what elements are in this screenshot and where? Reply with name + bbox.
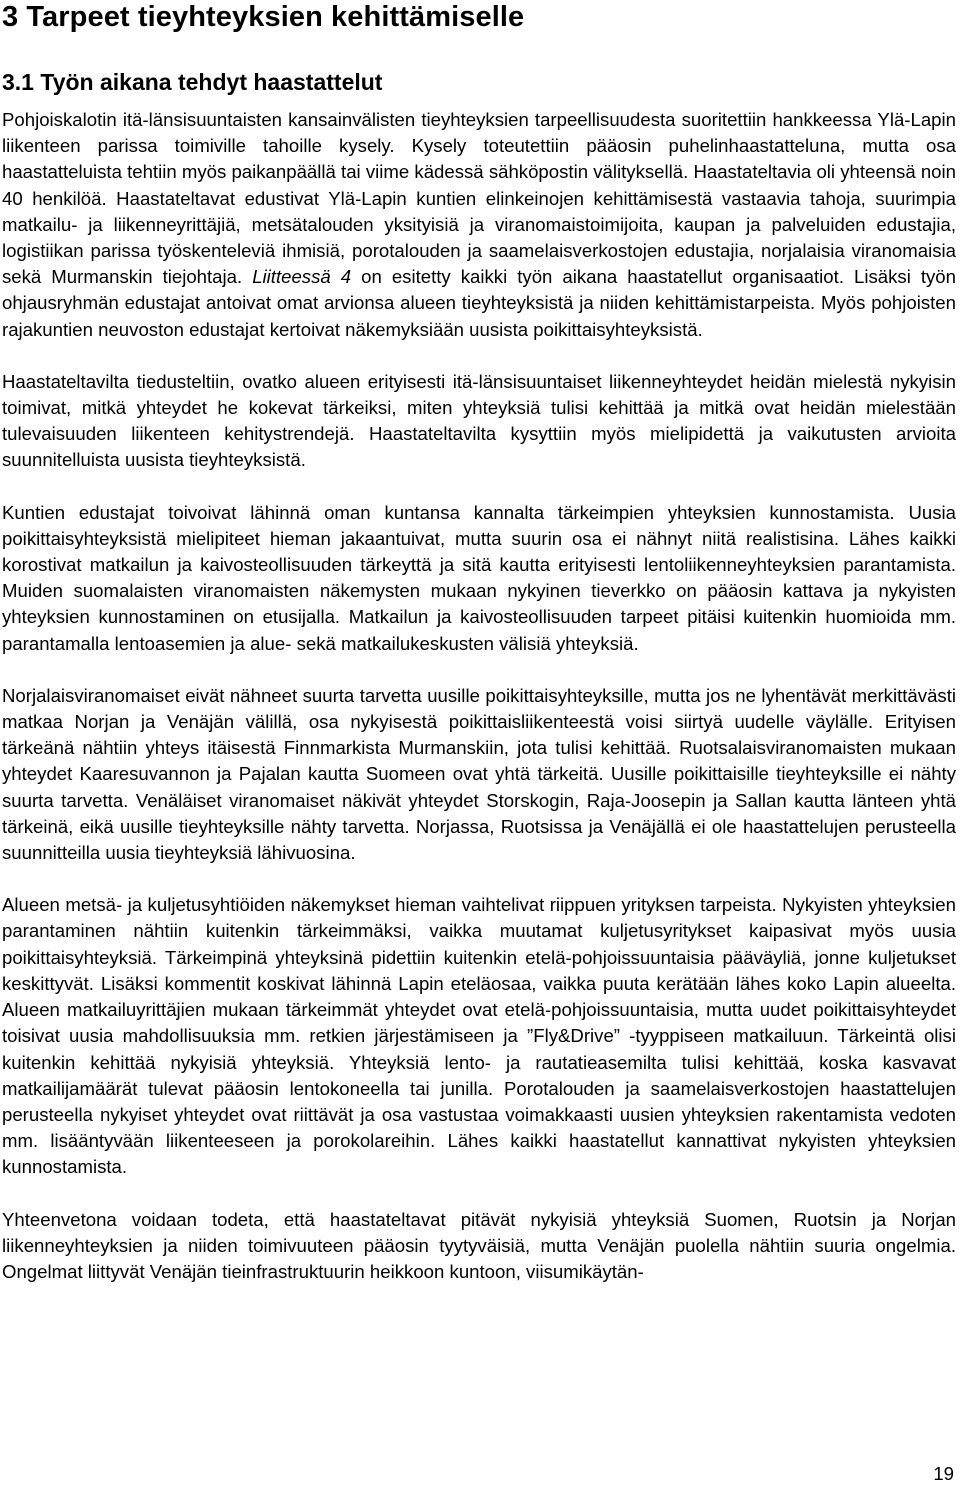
paragraph-summary: Yhteenvetona voidaan todeta, että haastateltavat pitävät nykyisiä yhteyksiä Suomen, Ruotsin ja Norjan liikenneyhteyksien ja niiden toimivuuteen pääosin tyytyväisiä, mutta Venäjän puolella nähtiin suuria ongelmia. Ongelmat liittyvät Venäjän tieinfrastruktuurin heikkoon kuntoon, viisumikäytän- [2, 1208, 956, 1282]
paragraph-text: Pohjoiskalotin itä-länsisuuntaisten kansainvälisten tieyhteyksien tarpeellisuudesta suoritettiin hankkeessa Ylä-Lapin liikenteen parissa toimiville tahoille kysely. Kysely toteutettiin pääosin puhelinhaastatteluna, mutta osa haastatteluista tehtiin myös paikanpäällä tai viime kädessä sähköpostin välityksellä. Haastateltavia oli yhteensä noin 40 henkilöä. Haastateltavat edustivat Ylä-Lapin kuntien elinkeinojen kehittämisestä vastaavia tahoja, suurimpia matkailu- ja liikenneyrittäjiä, metsätalouden yksityisiä ja viranomaistoimijoita, kaupan ja palveluiden edustajia, logistiikan parissa työskenteleviä ihmisiä, porotalouden ja saamelaisverkostojen edustajia, norjalaisia viranomaisia sekä Murmanskin tiejohtaja. [2, 109, 956, 288]
paragraph-interviews [2, 107, 956, 343]
document-page [2, 0, 956, 1285]
section-heading: 3.1 Työn aikana tehdyt haastattelut [2, 69, 383, 95]
paragraph-neighbouring-countries: Norjalaisviranomaiset eivät nähneet suurta tarvetta uusille poikittaisyhteyksille, mutta jos ne lyhentävät merkittävästi matkaa Norjan ja Venäjän välillä, osa nykyisestä poikittaisliikenteestä voisi siirtyä uudelle väylälle. Erityisen tärkeänä nähtiin yhteys itäisestä Finnmarkista Murmanskiin, jota tulisi kehittää. Ruotsalaisviranomaisten mukaan yhteydet Kaaresuvannon ja Pajalan kautta Suomeen ovat yhtä tärkeitä. Uusille poikittaisille tieyhteyksille ei nähty suurta tarvetta. Venäläiset viranomaiset näkivät yhteydet Storskogin, Raja-Joosepin ja Sallan kautta länteen yhtä tärkeinä, eikä uusille tieyhteyksille nähty tarvetta. Norjassa, Ruotsissa ja Venäjällä ei ole haastattelujen perusteella suunnitteilla uusia tieyhteyksiä lähivuosina. [2, 684, 956, 864]
paragraph-text: on esitetty kaikki työn aikana haastatellut organisaatiot. Lisäksi työn ohjausryhmän edustajat antoivat omat arvionsa alueen tieyhteyksistä ja niiden kehittämistarpeista. Myös pohjoisten rajakuntien neuvoston edustajat kertoivat näkemyksiään uusista poikittaisyhteyksistä. [2, 266, 956, 340]
paragraph-questions: Haastateltavilta tiedusteltiin, ovatko alueen erityisesti itä-länsisuuntaiset liikenneyhteydet heidän mielestä nykyisin toimivat, mitkä yhteydet he kokevat tärkeiksi, miten yhteyksiä tulisi kehittää ja mitkä ovat heidän mielestään tulevaisuuden liikenteen kehitystrendejä. Haastateltavilta kysyttiin myös mielipidettä ja vaikutusten arvioita suunnitelluista uusista tieyhteyksistä. [2, 370, 956, 471]
paragraph-municipalities: Kuntien edustajat toivoivat lähinnä oman kuntansa kannalta tärkeimpien yhteyksien kunnostamista. Uusia poikittaisyhteyksistä mielipiteet hieman jakaantuivat, mutta suurin osa ei nähnyt niitä realistisina. Lähes kaikki korostivat matkailun ja kaivosteollisuuden tärkeyttä ja sitä kautta erityisesti lentoliikenneyhteyksien parantamista. Muiden suomalaisten viranomaisten näkemysten mukaan nykyinen tieverkko on pääosin kattava ja nykyisten yhteyksien kunnostaminen on etusijalla. Matkailun ja kaivosteollisuuden tarpeet pitäisi kuitenkin huomioida mm. parantamalla lentoasemien ja alue- sekä matkailukeskusten välisiä yhteyksiä. [2, 501, 956, 654]
chapter-heading: 3 Tarpeet tieyhteyksien kehittämiselle [2, 1, 525, 33]
appendix-reference: Liitteessä 4 [252, 266, 352, 288]
page-number: 19 [933, 1463, 954, 1484]
paragraph-companies: Alueen metsä- ja kuljetusyhtiöiden näkemykset hieman vaihtelivat riippuen yrityksen tarpeista. Nykyisten yhteyksien parantaminen nähtiin kuitenkin tärkeimmäksi, vaikka muutamat kuljetusyritykset kaipasivat myös uusia poikittaisyhteyksiä. Tärkeimpinä yhteyksinä pidettiin kuitenkin etelä-pohjoissuuntaisia pääväyliä, jonne kuljetukset keskittyvät. Lisäksi kommentit koskivat lähinnä Lapin eteläosaa, vaikka puuta kerätään lähes koko Lapin alueelta. Alueen matkailuyrittäjien mukaan tärkeimmät yhteydet ovat etelä-pohjoissuuntaisia, mutta uudet poikittaisyhteydet toisivat uusia mahdollisuuksia mm. retkien järjestämiseen ja ”Fly&Drive” -tyyppiseen matkailuun. Tärkeintä olisi kuitenkin kehittää nykyisiä yhteyksiä. Yhteyksiä lento- ja rautatieasemilta tulisi kehittää, koska kasvavat matkailijamäärät tulevat pääosin lentokoneella tai junilla. Porotalouden ja saamelaisverkostojen haastattelujen perusteella nykyiset yhteydet ovat riittävät ja osa vastustaa voimakkaasti uusien yhteyksien rakentamista vedoten mm. lisääntyvään liikenteeseen ja porokolareihin. Lähes kaikki haastatellut kannattivat nykyisten yhteyksien kunnostamista. [2, 894, 956, 1178]
